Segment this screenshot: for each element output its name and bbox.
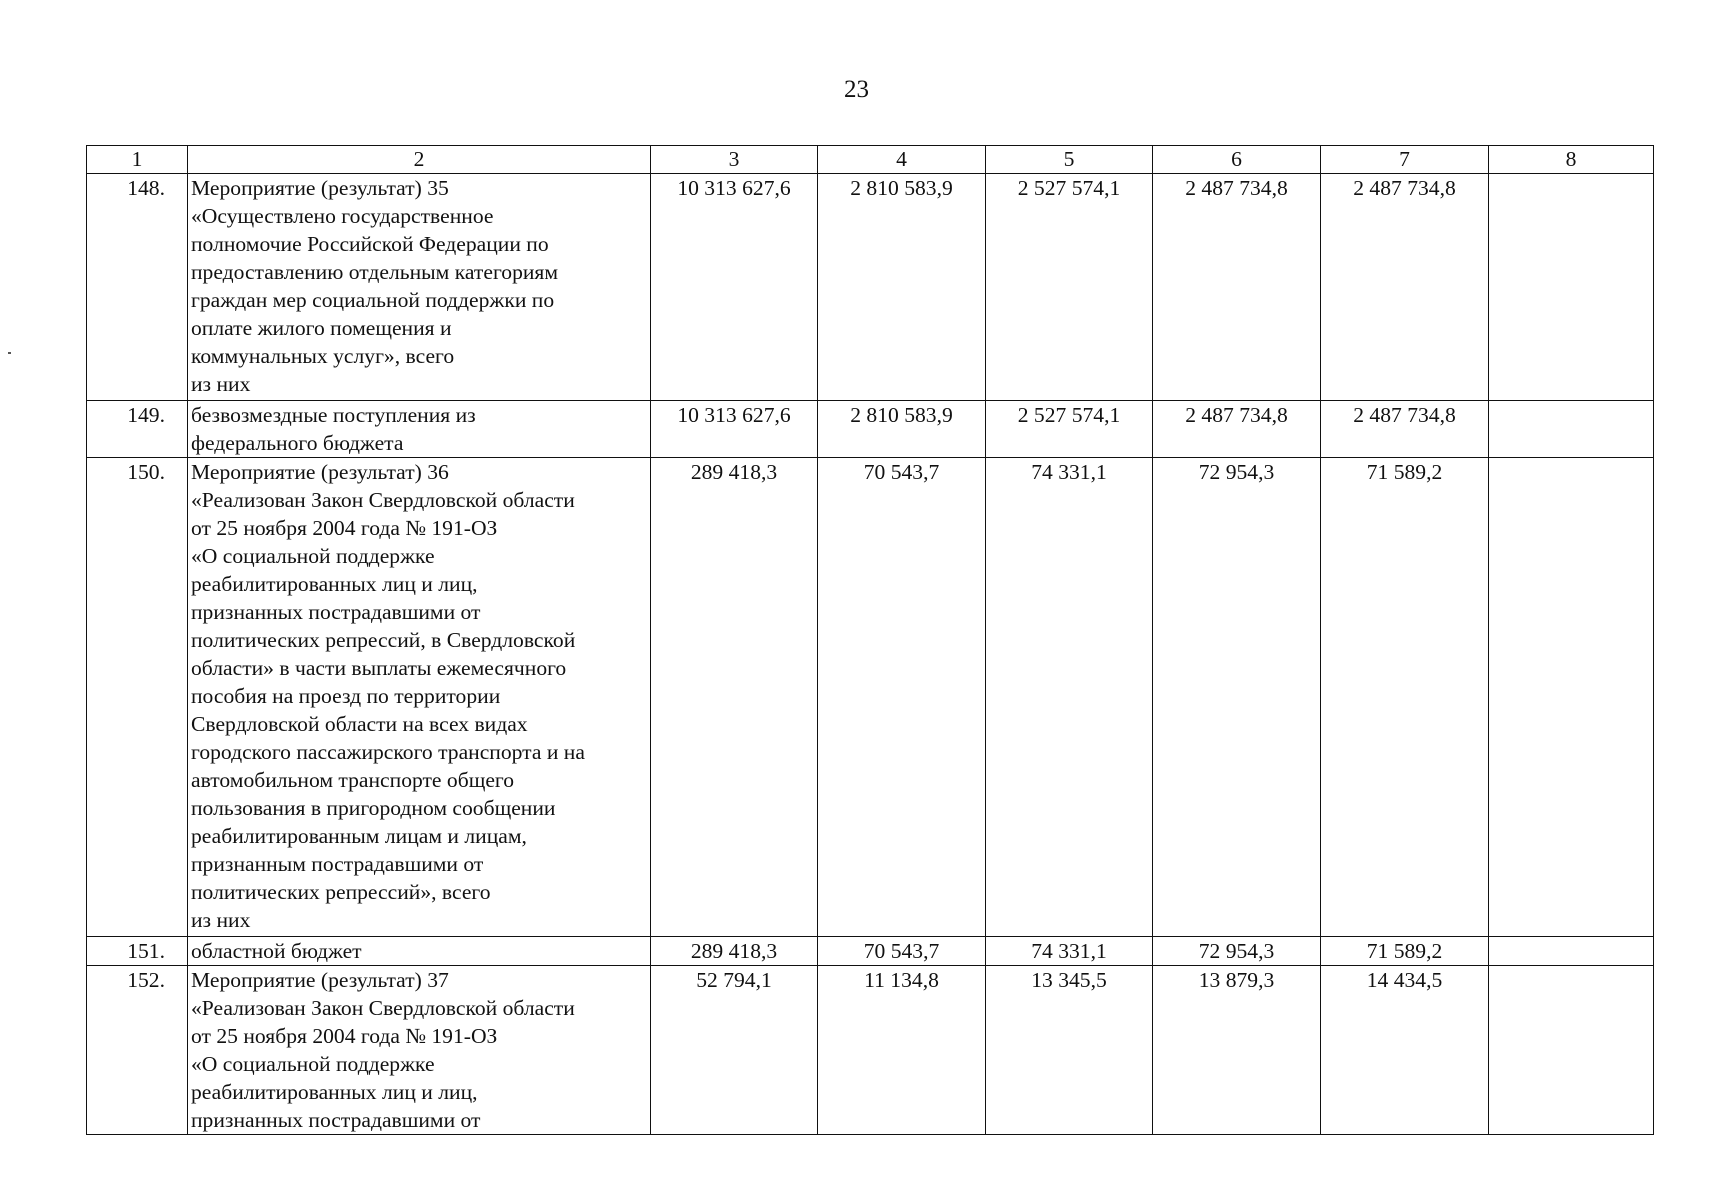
- value-col-7: 2 487 734,8: [1321, 174, 1489, 401]
- value-col-4: 11 134,8: [818, 966, 986, 1135]
- value-col-5: 13 345,5: [986, 966, 1153, 1135]
- column-header-2: 2: [188, 146, 651, 174]
- table-row: [87, 966, 1654, 1135]
- column-header-3: 3: [651, 146, 818, 174]
- budget-table: [86, 145, 1654, 1135]
- row-description: областной бюджет: [188, 937, 651, 966]
- value-col-8: [1489, 458, 1654, 937]
- row-number: 149.: [87, 401, 188, 458]
- value-col-6: 72 954,3: [1153, 458, 1321, 937]
- value-col-4: 2 810 583,9: [818, 401, 986, 458]
- value-col-8: [1489, 937, 1654, 966]
- scan-speck: [8, 352, 11, 354]
- value-col-3: 289 418,3: [651, 937, 818, 966]
- value-col-4: 70 543,7: [818, 458, 986, 937]
- column-header-4: 4: [818, 146, 986, 174]
- row-description: Мероприятие (результат) 36 «Реализован Закон Свердловской области от 25 ноября 2004 года № 191-ОЗ «О социальной поддержке реабилитированных лиц и лиц, признанных пострадавшими от политических репрессий, в Свердловской области» в части выплаты ежемесячного пособия на проезд по территории Свердловской области на всех видах городского пассажирского транспорта и на автомобильном транспорте общего пользования в пригородном сообщении реабилитированным лицам и лицам, признанным пострадавшими от политических репрессий», всего из них: [188, 458, 651, 937]
- page-number: 23: [844, 76, 869, 103]
- column-header-1: 1: [87, 146, 188, 174]
- value-col-4: 2 810 583,9: [818, 174, 986, 401]
- table-row: [87, 458, 1654, 937]
- column-number-header-row: [87, 146, 1654, 174]
- value-col-6: 72 954,3: [1153, 937, 1321, 966]
- column-header-6: 6: [1153, 146, 1321, 174]
- value-col-3: 10 313 627,6: [651, 174, 818, 401]
- value-col-8: [1489, 966, 1654, 1135]
- value-col-8: [1489, 401, 1654, 458]
- column-header-7: 7: [1321, 146, 1489, 174]
- value-col-7: 14 434,5: [1321, 966, 1489, 1135]
- row-description: Мероприятие (результат) 37 «Реализован Закон Свердловской области от 25 ноября 2004 года № 191-ОЗ «О социальной поддержке реабилитированных лиц и лиц, признанных пострадавшими от: [188, 966, 651, 1135]
- column-header-8: 8: [1489, 146, 1654, 174]
- value-col-7: 71 589,2: [1321, 937, 1489, 966]
- value-col-6: 2 487 734,8: [1153, 401, 1321, 458]
- value-col-3: 289 418,3: [651, 458, 818, 937]
- row-number: 148.: [87, 174, 188, 401]
- value-col-3: 52 794,1: [651, 966, 818, 1135]
- value-col-6: 13 879,3: [1153, 966, 1321, 1135]
- value-col-4: 70 543,7: [818, 937, 986, 966]
- value-col-5: 2 527 574,1: [986, 401, 1153, 458]
- value-col-3: 10 313 627,6: [651, 401, 818, 458]
- value-col-8: [1489, 174, 1654, 401]
- row-description: безвозмездные поступления из федерального бюджета: [188, 401, 651, 458]
- row-number: 150.: [87, 458, 188, 937]
- value-col-6: 2 487 734,8: [1153, 174, 1321, 401]
- table-row: [87, 174, 1654, 401]
- row-description: Мероприятие (результат) 35 «Осуществлено государственное полномочие Российской Федерации по предоставлению отдельным категориям граждан мер социальной поддержки по оплате жилого помещения и коммунальных услуг», всего из них: [188, 174, 651, 401]
- column-header-5: 5: [986, 146, 1153, 174]
- value-col-5: 2 527 574,1: [986, 174, 1153, 401]
- value-col-7: 2 487 734,8: [1321, 401, 1489, 458]
- row-number: 152.: [87, 966, 188, 1135]
- table-row: [87, 401, 1654, 458]
- row-number: 151.: [87, 937, 188, 966]
- value-col-7: 71 589,2: [1321, 458, 1489, 937]
- value-col-5: 74 331,1: [986, 937, 1153, 966]
- value-col-5: 74 331,1: [986, 458, 1153, 937]
- table-row: [87, 937, 1654, 966]
